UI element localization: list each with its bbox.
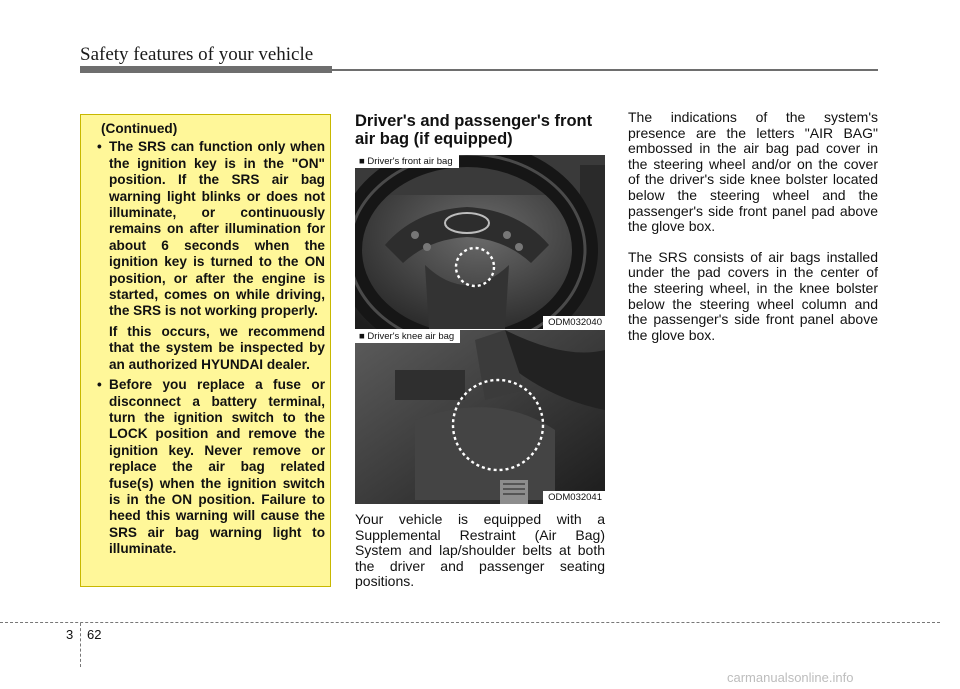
knee-bolster-illustration xyxy=(355,330,605,504)
header-rule-thin xyxy=(332,69,878,71)
steering-wheel-illustration xyxy=(355,155,605,329)
watermark: carmanualsonline.info xyxy=(727,670,854,685)
figure-label: ■ Driver's knee air bag xyxy=(355,330,460,343)
figure-knee-airbag xyxy=(355,330,605,504)
footer-page-separator xyxy=(80,623,81,667)
figure-code: ODM032040 xyxy=(543,316,605,329)
indications-paragraph: The indications of the system's presence are the letters "AIR BAG" embossed in the air bag pad cover in the steering wheel and/or on the cover of the driver's side knee bolster located below the steering wheel and the passenger's side front panel pad above the glove box. xyxy=(628,109,878,235)
page-header-title: Safety features of your vehicle xyxy=(80,44,314,65)
section-title: Driver's and passenger's front air bag (if equipped) xyxy=(355,112,593,148)
srs-consists-paragraph: The SRS consists of air bags installed under the pad covers in the center of the steering wheel, in the knee bolster below the steering wheel column and the passenger's side front panel above the glove box. xyxy=(628,248,878,343)
column-2-text-block xyxy=(355,512,605,590)
caution-bullet-2: • Before you replace a fuse or disconnect a battery terminal, turn the ignition switch to the LOCK position and remove the ignition key. Never remove or replace the air bag related fuse(s) when the ignition switch is in the ON position. Failure to heed this warning will cause the SRS air bag warning light to illuminate. xyxy=(89,377,325,557)
caution-continued: (Continued) xyxy=(101,121,178,136)
figure-label: ■ Driver's front air bag xyxy=(355,155,459,168)
figure-front-airbag xyxy=(355,155,605,329)
column-3-text-block xyxy=(628,110,878,358)
section-heading-block xyxy=(355,112,605,148)
equipped-paragraph: Your vehicle is equipped with a Supplemental Restraint (Air Bag) System and lap/shoulder belts at both the driver and passenger seating positions. xyxy=(355,511,605,590)
chapter-number: 3 xyxy=(66,627,74,642)
footer-divider xyxy=(0,622,940,623)
header-rule-thick xyxy=(80,66,332,73)
figure-code: ODM032041 xyxy=(543,491,605,504)
caution-bullet-1: • The SRS can function only when the ignition key is in the "ON" position. If the SRS air bag warning light blinks or does not illuminate, or continuously remains on after illumination for about 6 seconds when the ignition key is turned to the ON position, or after the engine is started, comes on while driving, the SRS is not working properly. xyxy=(89,139,325,319)
caution-box xyxy=(80,114,331,587)
page-number: 62 xyxy=(87,627,102,642)
caution-bullet-1-paragraph: If this occurs, we recommend that the system be inspected by an authorized HYUNDAI dealer. xyxy=(109,323,325,372)
